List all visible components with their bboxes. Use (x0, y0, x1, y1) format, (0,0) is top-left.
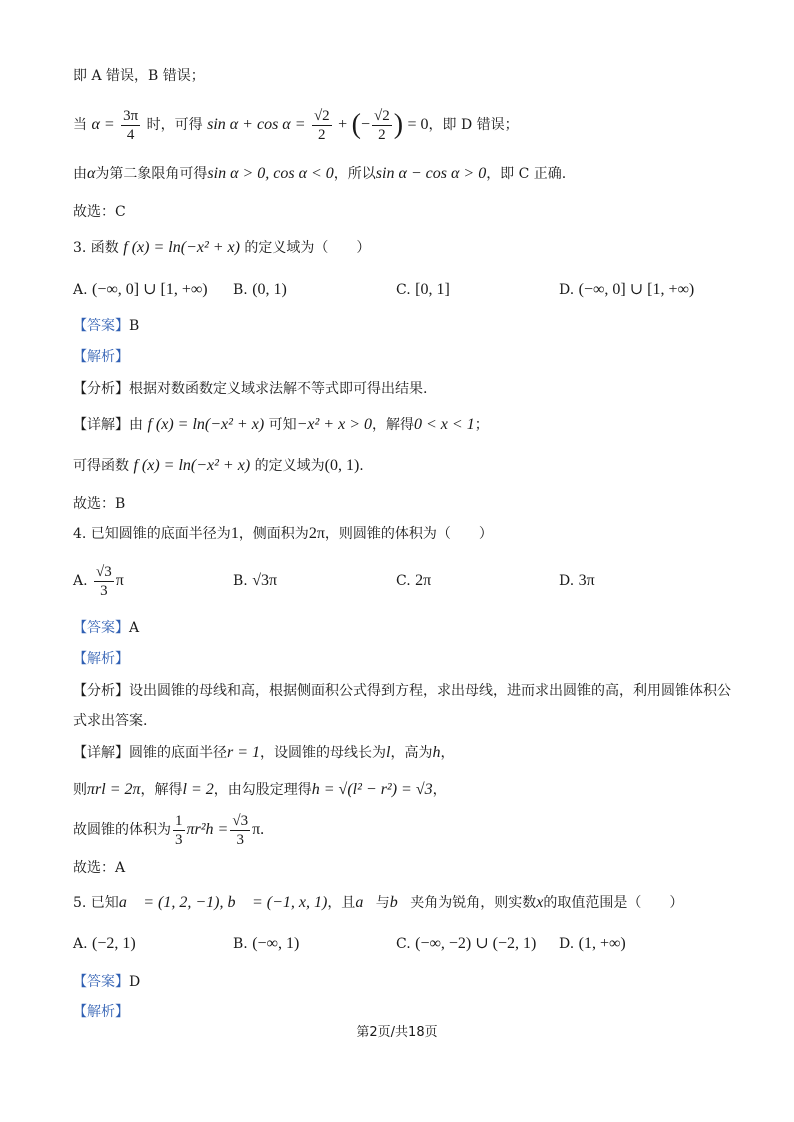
text-segment: 故选：A (73, 860, 126, 876)
section-tag: 【分析】 (73, 683, 129, 699)
question-4-stem (73, 524, 493, 544)
fraction (94, 563, 114, 600)
text-segment: 即 A 错误，B 错误； (73, 68, 205, 84)
math-expr: π. (252, 821, 265, 838)
question-4-xiangjie (73, 743, 454, 763)
section-tag: 【详解】 (73, 745, 129, 761)
text-segment: 与 (375, 895, 390, 911)
fraction-numerator: √2 (373, 107, 390, 124)
text-segment: 设出圆锥的母线和高，根据侧面积公式得到方程，求出母线，进而求出圆锥的高，利用圆锥体积公 (129, 683, 731, 699)
text-segment: 则 (73, 782, 87, 798)
question-3-conclusion (73, 456, 364, 476)
question-4-option-a (73, 560, 124, 602)
question-4-step (73, 780, 447, 800)
answer-tag: 【答案】 (73, 620, 129, 636)
math-expr: b⃗ (389, 894, 411, 911)
text-segment: 时，可得 (146, 117, 203, 133)
text-segment: 式求出答案. (73, 713, 148, 729)
question-5-jiexi (73, 1002, 129, 1022)
math-paren: ) (393, 109, 404, 140)
math-expr: f (x) = ln(−x² + x) (123, 239, 240, 256)
question-4-volume (73, 810, 264, 850)
option-label: A. (73, 573, 88, 589)
option-value: 3π (578, 572, 595, 589)
text-segment: 当 (73, 117, 87, 133)
text-segment: 4. 已知圆锥的底面半径为 (73, 526, 231, 542)
question-5-option-a (73, 934, 136, 954)
text-segment: ， (432, 782, 447, 798)
text-segment: 为第二象限角可得 (95, 166, 208, 182)
option-value: π (115, 572, 124, 589)
question-3-option-c (396, 280, 450, 300)
text-segment: ，由勾股定理得 (213, 782, 312, 798)
fraction (230, 812, 250, 849)
fraction-numerator: √3 (96, 563, 112, 580)
answer-value: D (129, 974, 141, 990)
option-label: D. (559, 573, 575, 589)
text-segment: ，侧面积为 (238, 526, 309, 542)
fraction-numerator: 1 (175, 812, 183, 829)
math-expr: x (536, 894, 544, 911)
math-expr: −x² + x > 0 (296, 416, 372, 433)
question-5-option-b (233, 934, 299, 954)
math-expr: h (432, 744, 441, 761)
text-segment: 可知 (268, 417, 297, 433)
answer-value: A (129, 620, 140, 636)
text-segment: ，即 D 错误； (428, 117, 519, 133)
text-segment: ， (440, 745, 455, 761)
question-3-jiexi (73, 347, 129, 367)
option-value: (1, +∞) (578, 935, 626, 952)
question-4-answer (73, 618, 139, 638)
math-paren: ( (351, 109, 361, 140)
text-segment: 故圆锥的体积为 (73, 822, 171, 838)
text-segment: ，解得 (140, 782, 183, 798)
option-label: C. (396, 936, 411, 952)
question-3-stem (73, 238, 370, 258)
question-5-stem (73, 893, 683, 913)
fraction (121, 107, 140, 144)
analysis-tag: 【解析】 (73, 651, 129, 667)
fraction (173, 812, 185, 849)
text-segment: 的取值范围是（ ） (543, 895, 684, 911)
fraction-numerator: √2 (313, 107, 330, 124)
text-segment: 由 (129, 417, 143, 433)
text-segment: ，设圆锥的母线长为 (260, 745, 387, 761)
question-3-option-a (73, 280, 208, 300)
answer-value: B (129, 318, 140, 334)
text-segment: 故选：C (73, 204, 126, 220)
math-expr: h = √(l² − r²) = √3 (311, 781, 433, 798)
option-label: B. (233, 936, 248, 952)
text-segment: ，高为 (390, 745, 433, 761)
text-line-formula (73, 104, 519, 146)
question-4-option-c (396, 571, 431, 591)
text-segment: 圆锥的底面半径 (129, 745, 227, 761)
analysis-tag: 【解析】 (73, 1004, 129, 1020)
question-5-answer (73, 972, 140, 992)
math-expr: sin α > 0, cos α < 0 (207, 165, 334, 182)
text-segment: 根据对数函数定义域求法解不等式即可得出结果. (129, 381, 428, 397)
fraction-denominator: 3 (236, 831, 244, 848)
text-segment: ； (474, 417, 489, 433)
option-label: C. (396, 573, 411, 589)
option-label: C. (396, 282, 411, 298)
math-operator: − (360, 116, 370, 133)
question-3-fenxi (73, 379, 427, 399)
text-segment: ，解得 (372, 417, 414, 433)
fraction (312, 107, 332, 144)
question-3-xiangjie (73, 415, 489, 435)
math-expr: f (x) = ln(−x² + x) (147, 416, 265, 433)
question-3-option-b (233, 280, 287, 300)
math-expr: l = 2 (182, 781, 214, 798)
text-segment: 故选：B (73, 496, 126, 512)
fraction-numerator: 3π (123, 107, 139, 124)
text-line (73, 164, 566, 184)
text-segment: ，则圆锥的体积为（ ） (324, 526, 493, 542)
fraction-numerator: √3 (232, 812, 249, 829)
question-3-selection (73, 494, 125, 514)
question-4-selection (73, 858, 125, 878)
math-expr: 1 (230, 525, 239, 542)
option-label: D. (559, 282, 575, 298)
math-expr: πrl = 2π (87, 781, 141, 798)
math-expr: l (386, 744, 391, 761)
math-expr: sin α + cos α = (207, 116, 306, 133)
math-expr: 0 < x < 1 (414, 416, 475, 433)
math-expr: 2π (308, 525, 325, 542)
text-segment: ，所以 (333, 166, 376, 182)
option-label: B. (233, 282, 248, 298)
question-3-option-d (559, 280, 694, 300)
text-segment: 3. 函数 (73, 240, 119, 256)
fraction-denominator: 2 (378, 126, 386, 143)
answer-tag: 【答案】 (73, 974, 129, 990)
math-expr: α = (91, 116, 115, 133)
option-value: √3π (252, 572, 278, 589)
text-segment: 可得函数 (73, 458, 129, 474)
math-expr: = 0 (407, 116, 429, 133)
option-label: D. (559, 936, 575, 952)
fraction-denominator: 3 (100, 582, 108, 599)
fraction (372, 107, 392, 144)
text-segment: 5. 已知 (73, 895, 119, 911)
question-4-fenxi-cont (73, 711, 147, 731)
option-value: (0, 1) (252, 281, 287, 298)
math-expr: πr²h = (186, 821, 229, 838)
answer-tag: 【答案】 (73, 318, 129, 334)
option-value: (−∞, 0] ∪ [1, +∞) (578, 281, 695, 298)
math-expr: r = 1 (227, 744, 261, 761)
option-label: A. (73, 936, 88, 952)
option-value: 2π (415, 572, 432, 589)
section-tag: 【分析】 (73, 381, 129, 397)
option-value: (−∞, 0] ∪ [1, +∞) (92, 281, 208, 298)
text-segment: 的定义域为 (254, 458, 325, 474)
text-segment: ，且 (327, 895, 356, 911)
question-4-option-b (233, 571, 277, 591)
math-expr: f (x) = ln(−x² + x) (133, 457, 251, 474)
text-segment: . (359, 458, 364, 474)
text-segment: 的定义域为（ ） (244, 240, 371, 256)
option-value: (−2, 1) (92, 935, 136, 952)
text-segment: 由 (73, 166, 87, 182)
question-4-jiexi (73, 649, 129, 669)
option-value: (−∞, 1) (252, 935, 300, 952)
fraction-denominator: 4 (126, 126, 135, 143)
text-segment: 夹角为锐角，则实数 (410, 895, 537, 911)
math-expr: a⃗ = (1, 2, −1), b⃗ = (−1, x, 1) (118, 894, 328, 911)
math-expr: (0, 1) (324, 457, 360, 474)
section-tag: 【详解】 (73, 417, 129, 433)
text-line (73, 66, 205, 86)
fraction-denominator: 2 (318, 126, 326, 143)
question-3-answer (73, 316, 139, 336)
text-line (73, 202, 126, 222)
fraction-denominator: 3 (175, 831, 183, 848)
option-label: A. (73, 282, 88, 298)
math-expr: sin α − cos α > 0 (375, 165, 487, 182)
option-value: [0, 1] (415, 281, 450, 298)
text-segment: ，即 C 正确. (486, 166, 567, 182)
option-value: (−∞, −2) ∪ (−2, 1) (415, 935, 537, 952)
question-4-option-d (559, 571, 595, 591)
question-5-option-c (396, 934, 536, 954)
math-operator: + (338, 116, 348, 133)
math-expr: a⃗ (355, 894, 376, 911)
question-4-fenxi (73, 681, 731, 701)
math-expr: α (87, 165, 96, 182)
question-5-option-d (559, 934, 626, 954)
analysis-tag: 【解析】 (73, 349, 129, 365)
page-number-footer: 第2页/共18页 (356, 1025, 438, 1040)
option-label: B. (233, 573, 248, 589)
